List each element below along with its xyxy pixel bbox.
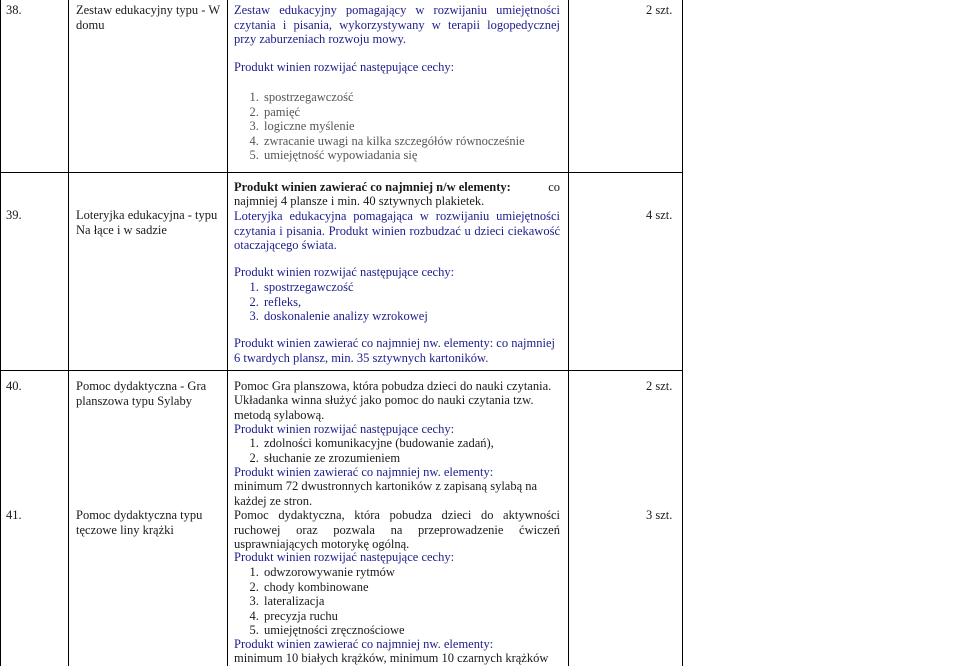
list-item: 1. spostrzegawczość (262, 280, 428, 295)
row-40-description-1: Pomoc Gra planszowa, która pobudza dzieci do nauki czytania. (234, 379, 552, 393)
row-39-elements2-line1: Produkt winien zawierać co najmniej nw. elementy: co najmniej (234, 336, 555, 350)
row-40-quantity: 2 szt. (646, 379, 673, 393)
row-40-number: 40. (6, 379, 22, 393)
row-39-elements2-line2: 6 twardych plansz, min. 35 sztywnych kartoników. (234, 351, 489, 365)
row-39-name: Loteryjka edukacyjna - typu Na łące i w sadzie (76, 208, 218, 237)
row-41-elements-heading: Produkt winien zawierać co najmniej nw. elementy: (234, 637, 494, 651)
list-item: 5. umiejętność wypowiadania się (262, 148, 525, 163)
row-39-description: Loteryjka edukacyjna pomagająca w rozwijaniu umiejętności czytania i pisania. Produkt winien rozbudzać u dzieci ciekawość otaczającego świata. (234, 209, 560, 252)
list-item: 2. pamięć (262, 105, 525, 120)
row-41-quantity: 3 szt. (646, 508, 673, 522)
row-39-features-list (236, 280, 428, 324)
list-item: 1. odwzorowywanie rytmów (262, 565, 405, 580)
column-divider-3 (568, 0, 569, 666)
column-divider-2 (227, 0, 228, 666)
row-divider-38 (0, 172, 682, 173)
list-item: 2. słuchanie ze zrozumieniem (262, 451, 494, 466)
list-item: 2. refleks, (262, 295, 428, 310)
row-38-features-list (236, 90, 525, 163)
list-item: 3. doskonalenie analizy wzrokowej (262, 309, 428, 324)
row-39-elements-heading: Produkt winien zawierać co najmniej n/w elementy: (234, 180, 511, 194)
row-41-name: Pomoc dydaktyczna typu tęczowe liny krążki (76, 508, 203, 537)
row-40-features-list (236, 436, 494, 465)
row-38-number: 38. (6, 3, 22, 17)
row-39-elements-line2: najmniej 4 plansze i min. 40 sztywnych plakietek. (234, 194, 485, 208)
column-divider-4 (682, 0, 683, 666)
row-38-name: Zestaw edukacyjny typu - W domu (76, 3, 220, 32)
row-41-elements: minimum 10 białych krążków, minimum 10 czarnych krążków (234, 651, 549, 665)
row-40-elements-heading: Produkt winien zawierać co najmniej nw. elementy: (234, 465, 494, 479)
list-item: 5. umiejętności zręcznościowe (262, 623, 405, 638)
list-item: 1. zdolności komunikacyjne (budowanie zadań), (262, 436, 494, 451)
row-38-quantity: 2 szt. (646, 3, 673, 17)
row-39-quantity: 4 szt. (646, 208, 673, 222)
list-item: 3. logiczne myślenie (262, 119, 525, 134)
row-39-number: 39. (6, 208, 22, 222)
table-border-left (0, 0, 1, 666)
row-40-name: Pomoc dydaktyczna - Gra planszowa typu Sylaby (76, 379, 207, 408)
row-39-features-heading: Produkt winien rozwijać następujące cechy: (234, 265, 455, 279)
row-39-elements-line1 (234, 180, 560, 195)
row-41-number: 41. (6, 508, 22, 522)
list-item: 2. chody kombinowane (262, 580, 405, 595)
row-38-description: Zestaw edukacyjny pomagający w rozwijaniu umiejętności czytania i pisania, wykorzystywany w terapii logopedycznej przy zaburzeniach rozwoju mowy. (234, 3, 560, 46)
row-39-elements-cont: co (548, 180, 560, 194)
row-41-features-list (236, 565, 405, 638)
row-38-features-heading: Produkt winien rozwijać następujące cechy: (234, 60, 455, 74)
row-41-description: Pomoc dydaktyczna, która pobudza dzieci do aktywności ruchowej oraz pozwala na przeprowadzenie ćwiczeń usprawniających motorykę ogólną. (234, 508, 560, 551)
list-item: 4. precyzja ruchu (262, 609, 405, 624)
row-40-elements: minimum 72 dwustronnych kartoników z zapisaną sylabą na każdej ze stron. (234, 479, 538, 508)
row-41-features-heading: Produkt winien rozwijać następujące cechy: (234, 550, 455, 564)
list-item: 1. spostrzegawczość (262, 90, 525, 105)
row-divider-39 (0, 370, 682, 371)
list-item: 3. lateralizacja (262, 594, 405, 609)
row-40-features-heading: Produkt winien rozwijać następujące cechy: (234, 422, 455, 436)
list-item: 4. zwracanie uwagi na kilka szczegółów równocześnie (262, 134, 525, 149)
column-divider-1 (68, 0, 69, 666)
row-40-description-2: Układanka winna służyć jako pomoc do nauki czytania tzw. metodą sylabową. (234, 393, 534, 422)
